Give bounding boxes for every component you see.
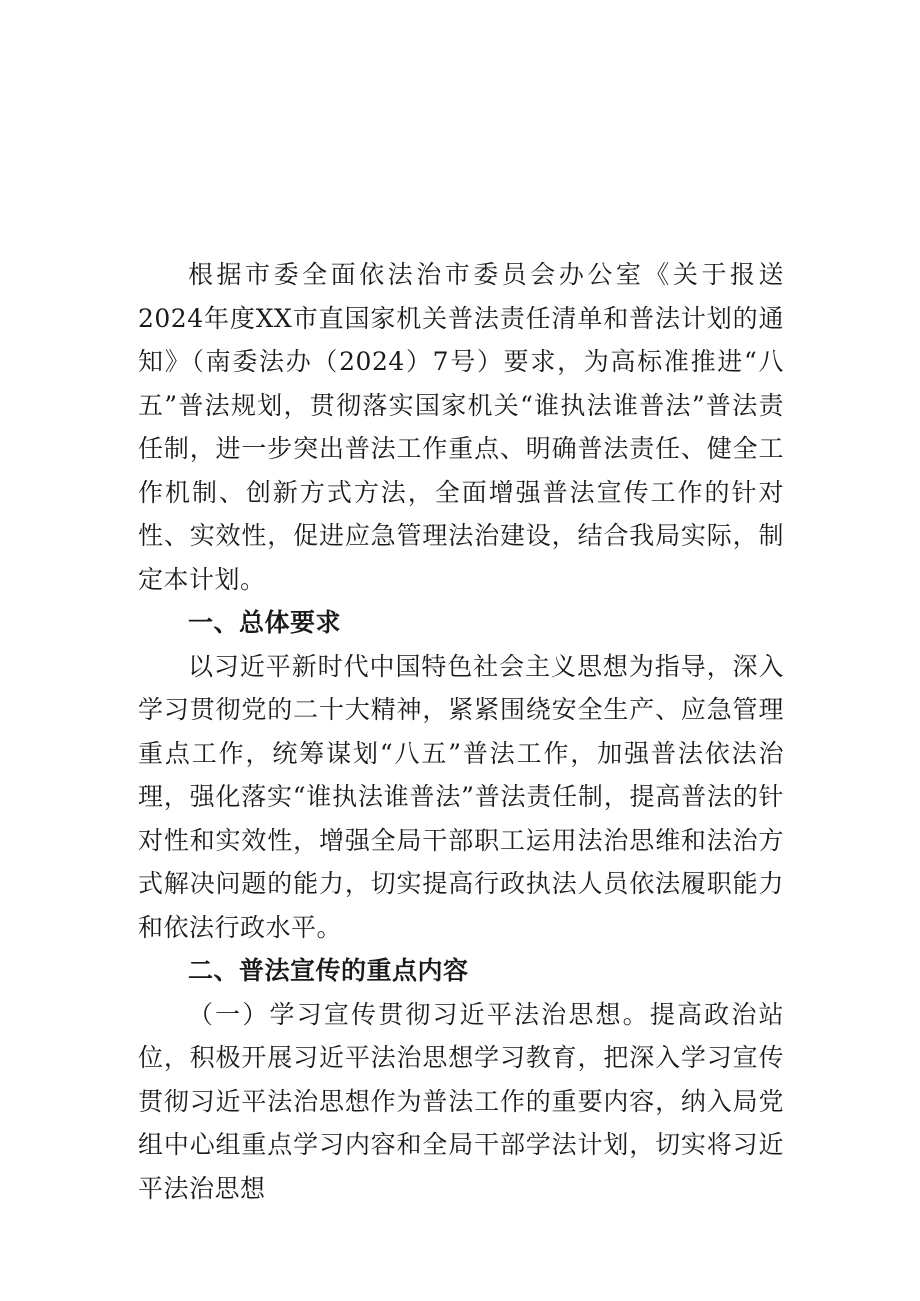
section-heading-general-requirements: 一、总体要求 xyxy=(188,608,342,637)
intro-paragraph: 根据市委全面依法治市委员会办公室《关于报送2024年度XX市直国家机关普法责任清单和普法计划的通知》（南委法办（2024）7号）要求，为高标准推进“八五”普法规划，贯彻落实国家机关“谁执法谁普法”普法责任制，进一步突出普法工作重点、明确普法责任、健全工作机制、创新方式方法，全面增强普法宣传工作的针对性、实效性，促进应急管理法治建设，结合我局实际，制定本计划。 xyxy=(138,260,784,594)
section-heading-key-content: 二、普法宣传的重点内容 xyxy=(188,956,469,985)
key-content-paragraph-1: （一）学习宣传贯彻习近平法治思想。提高政治站位，积极开展习近平法治思想学习教育，把深入学习宣传贯彻习近平法治思想作为普法工作的重要内容，纳入局党组中心组重点学习内容和全局干部学法计划，切实将习近平法治思想 xyxy=(138,999,784,1203)
general-requirements-paragraph: 以习近平新时代中国特色社会主义思想为指导，深入学习贯彻党的二十大精神，紧紧围绕安全生产、应急管理重点工作，统筹谋划“八五”普法工作，加强普法依法治理，强化落实“谁执法谁普法”普法责任制，提高普法的针对性和实效性，增强全局干部职工运用法治思维和法治方式解决问题的能力，切实提高行政执法人员依法履职能力和依法行政水平。 xyxy=(138,651,784,942)
document-body xyxy=(138,253,784,1210)
